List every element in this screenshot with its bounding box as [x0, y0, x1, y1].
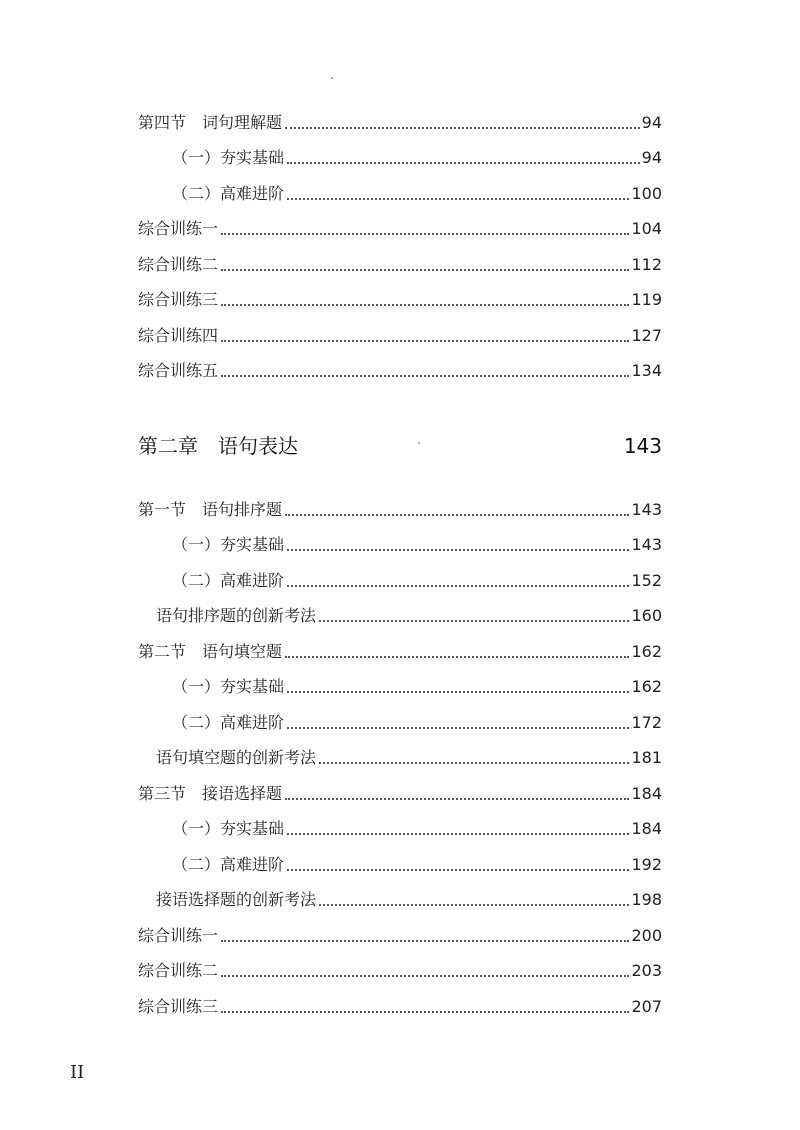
- toc-entry[interactable]: [138, 316, 662, 352]
- toc-entry[interactable]: [138, 245, 662, 281]
- toc-entry-label: （一）夯实基础: [172, 535, 285, 554]
- toc-entry-label: （二）高难进阶: [172, 854, 285, 874]
- chapter-title: 第二章 语句表达: [138, 434, 298, 458]
- chapter-page-number: 143: [623, 434, 662, 458]
- toc-entry-page-number: 192: [631, 854, 662, 874]
- toc-entry-label: （二）高难进阶: [172, 712, 285, 732]
- toc-entry-label: （一）夯实基础: [172, 148, 285, 167]
- toc-entry[interactable]: [138, 632, 662, 668]
- toc-list-continued: [138, 103, 662, 387]
- toc-entry[interactable]: [138, 210, 662, 246]
- toc-entry-page-number: 100: [631, 183, 662, 203]
- toc-entry-page-number: 200: [631, 925, 662, 945]
- toc-entry-page-number: 162: [631, 641, 662, 661]
- toc-entry-page-number: 94: [641, 148, 662, 167]
- dot-leader: [221, 340, 629, 342]
- toc-entry-label: 第四节 词句理解题: [138, 112, 283, 132]
- toc-entry[interactable]: [138, 174, 662, 210]
- dot-leader: [221, 1011, 629, 1013]
- dot-leader: [287, 549, 629, 551]
- toc-entry[interactable]: [138, 987, 662, 1023]
- toc-entry-label: 综合训练三: [138, 290, 219, 309]
- toc-entry-label: 语句排序题的创新考法: [156, 606, 317, 625]
- dot-leader: [221, 940, 629, 942]
- toc-entry[interactable]: [138, 703, 662, 739]
- toc-entry-label: 第一节 语句排序题: [138, 499, 283, 519]
- toc-entry-page-number: 127: [631, 325, 662, 345]
- toc-entry-label: （二）高难进阶: [172, 570, 285, 590]
- toc-entry-page-number: 172: [631, 712, 662, 732]
- dot-leader: [319, 620, 629, 622]
- dot-leader: [319, 904, 629, 906]
- toc-entry-page-number: 112: [631, 254, 662, 274]
- toc-entry-page-number: 181: [631, 748, 662, 767]
- toc-entry[interactable]: [138, 103, 662, 139]
- toc-entry-page-number: 134: [631, 361, 662, 380]
- toc-entry[interactable]: [138, 490, 662, 526]
- chapter-heading: [138, 432, 662, 460]
- toc-entry-page-number: 119: [631, 290, 662, 309]
- dot-leader: [221, 269, 629, 271]
- dot-leader: [287, 833, 629, 835]
- toc-entry-label: 综合训练四: [138, 325, 219, 345]
- toc-entry[interactable]: [138, 845, 662, 881]
- dot-leader: [285, 127, 640, 129]
- dot-leader: [285, 656, 629, 658]
- toc-entry-page-number: 207: [631, 996, 662, 1016]
- dot-leader: [287, 162, 640, 164]
- toc-entry[interactable]: [138, 561, 662, 597]
- toc-entry[interactable]: [138, 881, 662, 917]
- toc-entry-page-number: 160: [631, 606, 662, 625]
- toc-entry[interactable]: [138, 668, 662, 704]
- scan-speck: [331, 77, 333, 79]
- toc-entry-page-number: 104: [631, 219, 662, 238]
- toc-entry-label: （一）夯实基础: [172, 677, 285, 696]
- toc-entry-page-number: 94: [641, 112, 662, 132]
- dot-leader: [319, 762, 629, 764]
- toc-entry-label: 语句填空题的创新考法: [156, 748, 317, 767]
- toc-entry-page-number: 198: [631, 890, 662, 909]
- toc-entry-page-number: 203: [631, 961, 662, 980]
- toc-entry[interactable]: [138, 139, 662, 175]
- toc-entry-label: 第二节 语句填空题: [138, 641, 283, 661]
- dot-leader: [285, 798, 629, 800]
- toc-entry[interactable]: [138, 739, 662, 775]
- toc-entry-page-number: 184: [631, 783, 662, 803]
- dot-leader: [287, 727, 629, 729]
- toc-entry[interactable]: [138, 352, 662, 388]
- toc-entry-label: 综合训练二: [138, 254, 219, 274]
- dot-leader: [221, 375, 629, 377]
- toc-entry-page-number: 162: [631, 677, 662, 696]
- toc-list-chapter-2: [138, 490, 662, 1023]
- toc-entry-page-number: 143: [631, 535, 662, 554]
- toc-entry[interactable]: [138, 916, 662, 952]
- dot-leader: [285, 514, 629, 516]
- toc-entry-page-number: 143: [631, 499, 662, 519]
- toc-entry-label: 综合训练一: [138, 219, 219, 238]
- toc-entry[interactable]: [138, 281, 662, 317]
- dot-leader: [221, 975, 629, 977]
- toc-entry[interactable]: [138, 952, 662, 988]
- toc-entry-label: 综合训练三: [138, 996, 219, 1016]
- toc-entry-page-number: 184: [631, 819, 662, 838]
- toc-entry-page-number: 152: [631, 570, 662, 590]
- toc-entry-label: 综合训练一: [138, 925, 219, 945]
- toc-entry[interactable]: [138, 810, 662, 846]
- dot-leader: [287, 869, 629, 871]
- toc-entry[interactable]: [138, 597, 662, 633]
- dot-leader: [287, 585, 629, 587]
- toc-entry[interactable]: [138, 526, 662, 562]
- toc-entry-label: 接语选择题的创新考法: [156, 890, 317, 909]
- toc-entry[interactable]: [138, 774, 662, 810]
- dot-leader: [287, 691, 629, 693]
- toc-entry-label: （一）夯实基础: [172, 819, 285, 838]
- dot-leader: [287, 198, 629, 200]
- toc-entry-label: 综合训练五: [138, 361, 219, 380]
- dot-leader: [221, 233, 629, 235]
- toc-entry-label: （二）高难进阶: [172, 183, 285, 203]
- toc-entry-label: 综合训练二: [138, 961, 219, 980]
- toc-entry-label: 第三节 接语选择题: [138, 783, 283, 803]
- dot-leader: [221, 304, 629, 306]
- page-folio: II: [70, 1062, 85, 1083]
